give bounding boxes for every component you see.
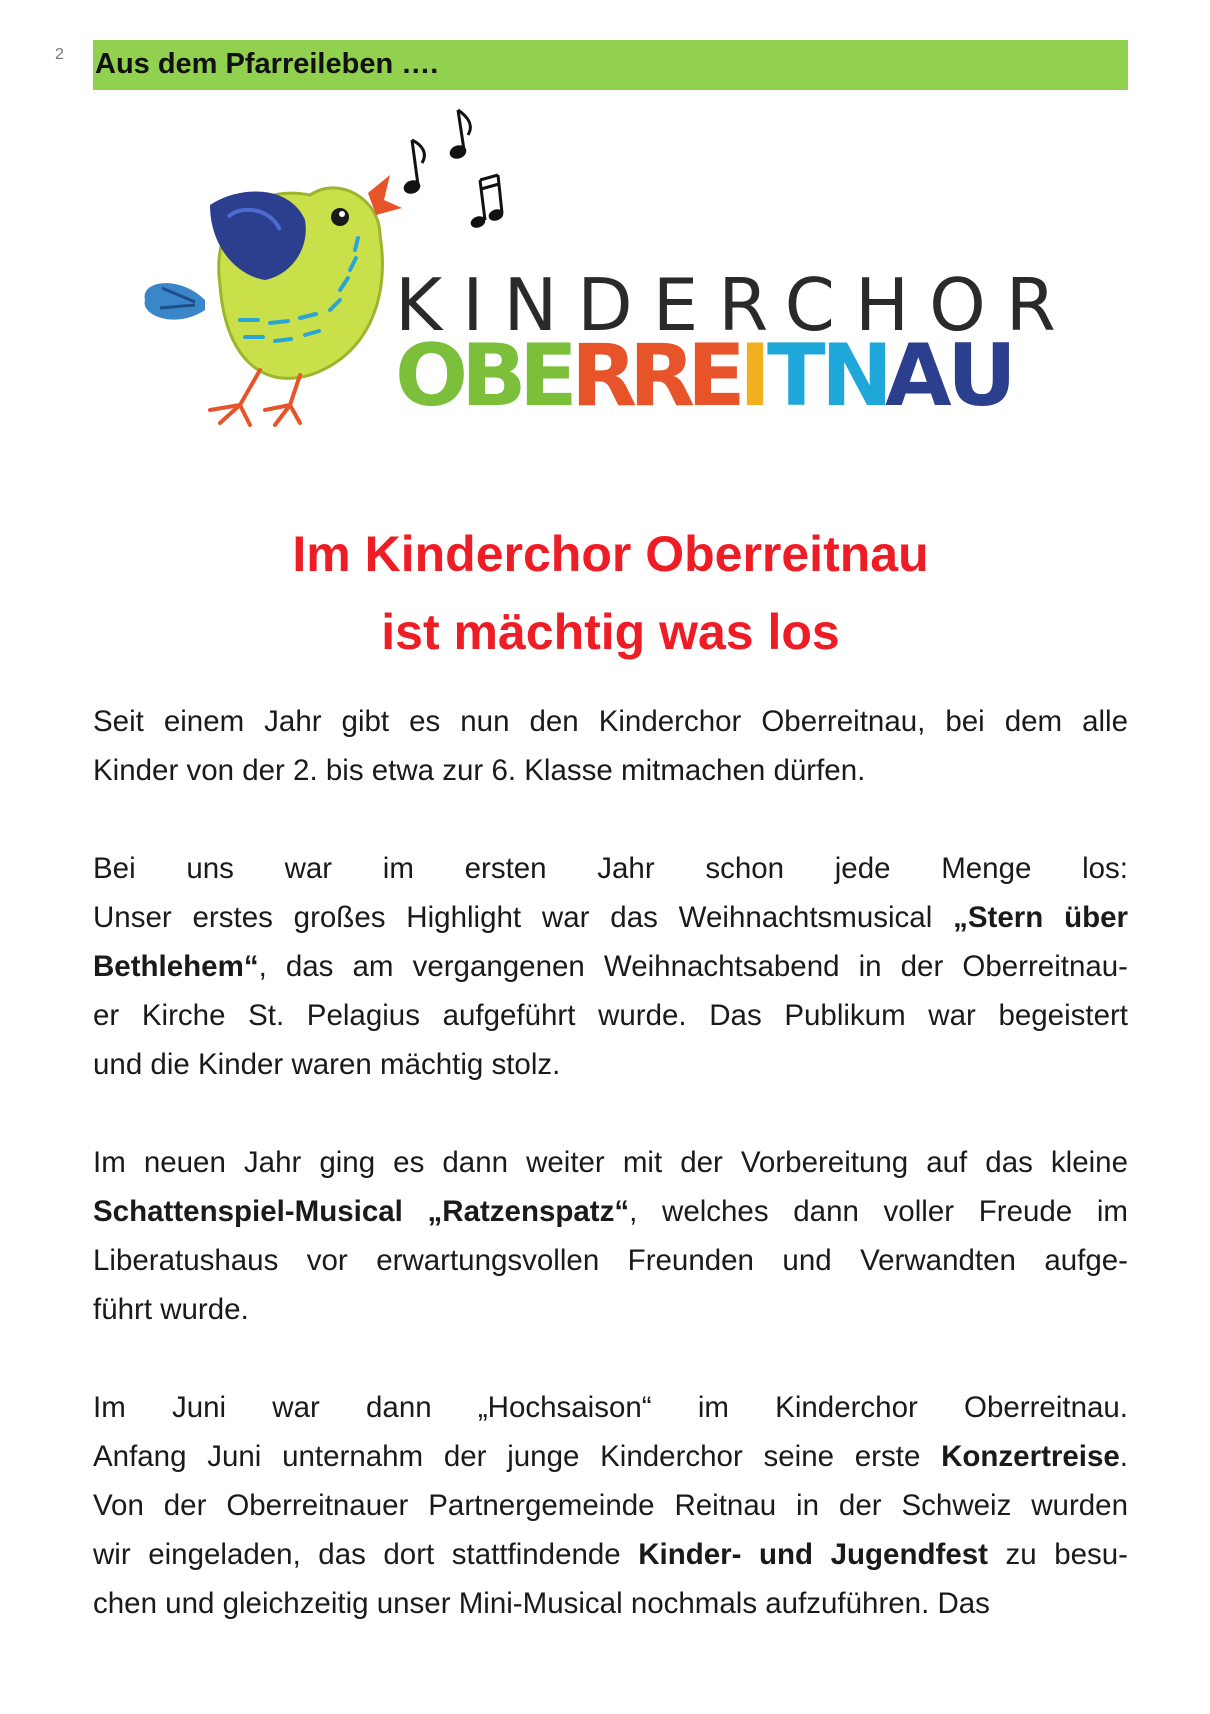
kinderchor-logo [140,105,1120,455]
text-line [93,1530,1128,1579]
bold-text: Kinder- und Jugendfest [638,1538,988,1571]
logo-letter: U [947,326,1017,426]
section-title: Aus dem Pfarreileben …. [95,48,439,80]
text-run: Kinder von der 2. bis etwa zur 6. Klasse mitmachen dürfen. [93,754,866,787]
bold-text: „Stern über [953,901,1129,934]
text-line [93,844,1128,893]
text-run: . [1119,1440,1128,1473]
logo-line-1: KINDERCHOR [395,263,1076,347]
text-line [93,1187,1128,1236]
text-line [93,893,1128,942]
logo-letter: R [629,326,696,426]
logo-letter: N [821,326,893,426]
text-line [93,746,1128,795]
text-line [93,1236,1128,1285]
logo-letter: E [519,326,578,426]
text-line [93,1040,1128,1089]
music-notes-icon [402,110,504,229]
text-run: , welches dann voller Freude im [629,1195,1128,1228]
text-run: führt wurde. [93,1293,249,1326]
logo-letter: T [767,326,826,426]
paragraph [93,1138,1128,1334]
page-number: 2 [55,46,64,63]
text-line [93,1383,1128,1432]
text-run: Unser erstes großes Highlight war das Weihnachtsmusical [93,901,954,934]
logo-letter: B [461,326,527,426]
text-run: , das am vergangenen Weihnachtsabend in der Oberreitnau- [258,950,1128,983]
paragraph [93,697,1128,795]
text-line [93,1138,1128,1187]
text-line [93,1432,1128,1481]
text-run: Seit einem Jahr gibt es nun den Kinderchor Oberreitnau, bei dem alle [93,705,1128,738]
logo-letter: A [885,326,952,426]
text-line [93,942,1128,991]
headline-line-2: ist mächtig was los [381,604,840,660]
text-run: Bei uns war im ersten Jahr schon jede Menge los: [93,852,1128,885]
text-line [93,1579,1128,1628]
text-line [93,991,1128,1040]
text-run: Von der Oberreitnauer Partnergemeinde Reitnau in der Schweiz wurden [93,1489,1128,1522]
logo-letter: E [687,326,746,426]
logo-letter: R [571,326,638,426]
text-line [93,1481,1128,1530]
text-run: er Kirche St. Pelagius aufgeführt wurde. Das Publikum war begeistert [93,999,1128,1032]
text-run: chen und gleichzeitig unser Mini-Musical nochmals aufzuführen. Das [93,1587,990,1620]
headline-line-1: Im Kinderchor Oberreitnau [292,526,929,582]
text-line [93,1285,1128,1334]
text-run: Anfang Juni unternahm der junge Kinderchor seine erste [93,1440,942,1473]
paragraph [93,1383,1128,1628]
bold-text: Konzertreise [941,1440,1120,1473]
text-run: wir eingeladen, das dort stattfindende [93,1538,639,1571]
article-body [93,697,1128,1628]
text-line [93,697,1128,746]
logo-letter: O [395,326,469,426]
text-run: Im Juni war dann „Hochsaison“ im Kinderchor Oberreitnau. [93,1391,1128,1424]
logo-letter: I [739,326,771,426]
bold-text: Bethlehem“ [93,950,259,983]
bold-text: Schattenspiel-Musical „Ratzenspatz“ [93,1195,630,1228]
headline [93,515,1128,671]
logo-line-2 [395,326,1017,426]
text-run: Im neuen Jahr ging es dann weiter mit der Vorbereitung auf das kleine [93,1146,1128,1179]
section-banner [93,40,1128,90]
paragraph [93,844,1128,1089]
text-run: und die Kinder waren mächtig stolz. [93,1048,561,1081]
singing-bird-icon [145,175,402,425]
text-run: Liberatushaus vor erwartungsvollen Freunden und Verwandten aufge- [93,1244,1128,1277]
text-run: zu besu- [987,1538,1128,1571]
